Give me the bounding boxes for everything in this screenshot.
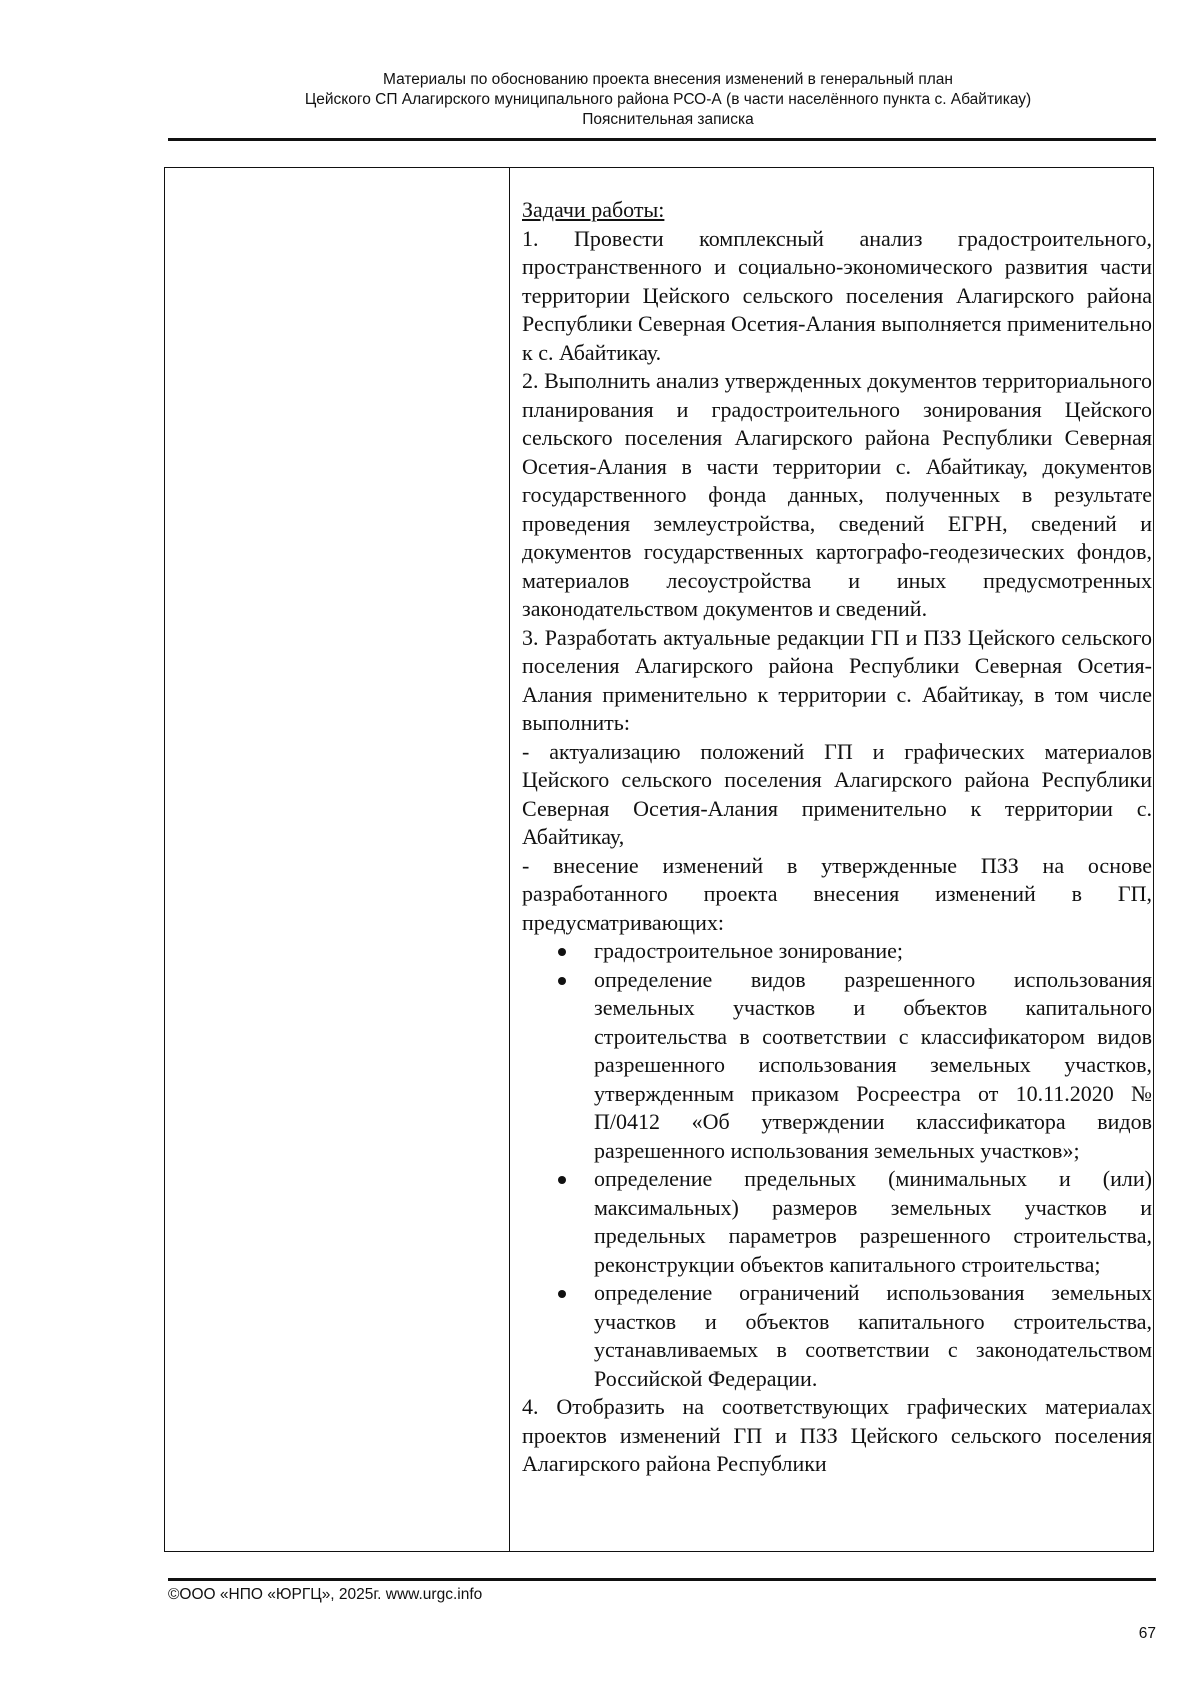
- tasks-title: Задачи работы:: [522, 197, 665, 222]
- content-table: [164, 167, 1154, 1552]
- header-line-2: Цейского СП Алагирского муниципального района РСО-А (в части населённого пункта с. Абайтикау): [304, 91, 1032, 108]
- header-divider: [168, 138, 1156, 141]
- page-header: [168, 70, 1168, 130]
- bullet-item: [522, 937, 1152, 966]
- page-number: 67: [1138, 1625, 1156, 1642]
- bullet-item: [522, 1165, 1152, 1279]
- task-4: 4. Отобразить на соответствующих графических материалах проектов изменений ГП и ПЗЗ Цейского сельского поселения Алагирского района Республики: [522, 1394, 1152, 1476]
- table-right-cell: [510, 168, 1153, 1551]
- bullet-item: [522, 966, 1152, 1166]
- footer-divider: [168, 1578, 1156, 1581]
- bullet-item: [522, 1279, 1152, 1393]
- footer-copyright: ©ООО «НПО «ЮРГЦ», 2025г. www.urgc.info: [168, 1586, 483, 1603]
- header-line-3: Пояснительная записка: [582, 111, 754, 128]
- task-1: 1. Провести комплексный анализ градостроительного, пространственного и социально-экономического развития части территории Цейского сельского поселения Алагирского района Республики Северная Осетия-Алания выполняется применительно к с. Абайтикау.: [522, 225, 1152, 365]
- bullet-icon: [558, 1290, 566, 1298]
- bullet-text: определение ограничений использования земельных участков и объектов капитального строительства, устанавливаемых в соответствии с законодательством Российской Федерации.: [594, 1280, 1152, 1391]
- table-left-cell: [165, 168, 510, 1551]
- task-3-item-2: - внесение изменений в утвержденные ПЗЗ на основе разработанного проекта внесения изменений в ГП, предусматривающих:: [522, 852, 1152, 935]
- header-line-1: Материалы по обоснованию проекта внесения изменений в генеральный план: [383, 71, 953, 88]
- tasks-text: [522, 196, 1152, 1479]
- task-3: 3. Разработать актуальные редакции ГП и ПЗЗ Цейского сельского поселения Алагирского района Республики Северная Осетия-Алания применительно к территории с. Абайтикау, в том числе выполнить:: [522, 624, 1152, 735]
- bullet-icon: [558, 1176, 566, 1184]
- bullet-icon: [558, 977, 566, 985]
- bullet-list: [522, 937, 1152, 1393]
- bullet-text: определение предельных (минимальных и (или) максимальных) размеров земельных участков и предельных параметров разрешенного строительства, реконструкции объектов капитального строительства;: [594, 1166, 1152, 1277]
- bullet-text: определение видов разрешенного использования земельных участков и объектов капитального строительства в соответствии с классификатором видов разрешенного использования земельных участков, утвержденным приказом Росреестра от 10.11.2020 № П/0412 «Об утверждении классификатора видов разрешенного использования земельных участков»;: [594, 966, 1152, 1163]
- bullet-text: градостроительное зонирование;: [594, 938, 904, 963]
- bullet-icon: [558, 948, 566, 956]
- task-2: 2. Выполнить анализ утвержденных документов территориального планирования и градостроительного зонирования Цейского сельского поселения Алагирского района Республики Северная Осетия-Алания в части территории с. Абайтикау, документов государственного фонда данных, полученных в результате проведения землеустройства, сведений ЕГРН, сведений и документов государственных картографо-геодезических фондов, материалов лесоустройства и иных предусмотренных законодательством документов и сведений.: [522, 368, 1152, 621]
- task-3-item-1: - актуализацию положений ГП и графических материалов Цейского сельского поселения Алагирского района Республики Северная Осетия-Алания применительно к территории с. Абайтикау,: [522, 738, 1152, 849]
